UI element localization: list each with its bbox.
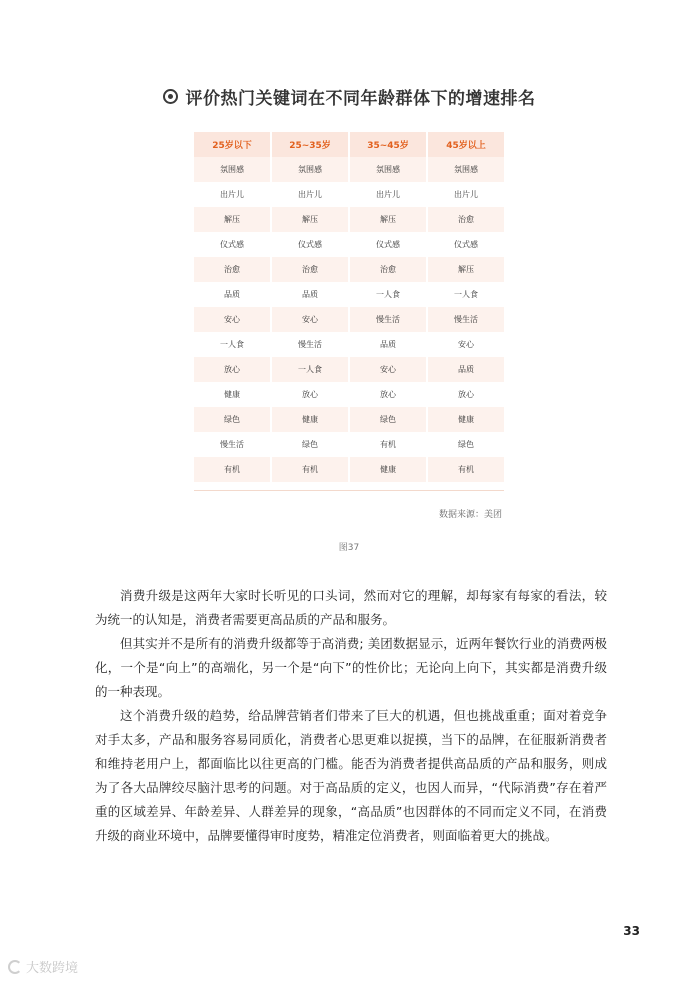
- table-cell: 解压: [350, 207, 426, 232]
- table-cell: 慢生活: [194, 432, 270, 457]
- table-cell: 健康: [428, 407, 504, 432]
- table-cell: 仪式感: [272, 232, 348, 257]
- watermark-text: 大数跨境: [26, 961, 79, 976]
- table-cell: 绿色: [350, 407, 426, 432]
- table-cell: 健康: [272, 407, 348, 432]
- column-header: 45岁以上: [428, 132, 504, 157]
- table-cell: 出片儿: [350, 182, 426, 207]
- table-cell: 氛围感: [272, 157, 348, 182]
- table-cell: 解压: [428, 257, 504, 282]
- table-cell: 放心: [194, 357, 270, 382]
- table-cell: 解压: [272, 207, 348, 232]
- table-cell: 放心: [428, 382, 504, 407]
- table-cell: 放心: [272, 382, 348, 407]
- table-cell: 解压: [194, 207, 270, 232]
- figure-label: 图37: [338, 543, 360, 553]
- keyword-ranking-table: [194, 132, 504, 482]
- table-cell: 治愈: [350, 257, 426, 282]
- watermark: [8, 957, 78, 976]
- table-cell: 有机: [194, 457, 270, 482]
- table-cell: 慢生活: [428, 307, 504, 332]
- table-cell: 品质: [194, 282, 270, 307]
- table-cell: 健康: [350, 457, 426, 482]
- table-cell: 安心: [272, 307, 348, 332]
- table-cell: 绿色: [194, 407, 270, 432]
- table-cell: 品质: [428, 357, 504, 382]
- paragraph: 消费升级是这两年大家时长听见的口头词，然而对它的理解，却每家有每家的看法，较为统一的认知是，消费者需要更高品质的产品和服务。: [95, 588, 607, 627]
- column-header: 25~35岁: [272, 132, 348, 157]
- table-cell: 出片儿: [272, 182, 348, 207]
- table-cell: 氛围感: [428, 157, 504, 182]
- column-header: 25岁以下: [194, 132, 270, 157]
- figure-title-row: [0, 84, 698, 109]
- paragraph: 这个消费升级的趋势，给品牌营销者们带来了巨大的机遇，但也挑战重重；面对着竞争对手太多，产品和服务容易同质化，消费者心思更难以捉摸，当下的品牌，在征服新消费者和维持老用户上，都面临比以往更高的门槛。能否为消费者提供高品质的产品和服务，则成为了各大品牌绞尽脑汁思考的问题。对于高品质的定义，也因人而异，“代际消费”存在着严重的区域差异、年龄差异、人群差异的现象，“高品质”也因群体的不同而定义不同，在消费升级的商业环境中，品牌要懂得审时度势，精准定位消费者，则面临着更大的挑战。: [95, 708, 607, 843]
- table-cell: 品质: [350, 332, 426, 357]
- table-cell: 仪式感: [350, 232, 426, 257]
- table-cell: 一人食: [428, 282, 504, 307]
- table-cell: 绿色: [272, 432, 348, 457]
- table-column: [272, 132, 348, 482]
- page-number: 33: [623, 924, 640, 938]
- table-cell: 慢生活: [350, 307, 426, 332]
- table-cell: 有机: [428, 457, 504, 482]
- figure-title: 评价热门关键词在不同年龄群体下的增速排名: [185, 89, 536, 109]
- table-cell: 出片儿: [428, 182, 504, 207]
- table-cell: 健康: [194, 382, 270, 407]
- table-cell: 安心: [194, 307, 270, 332]
- table-cell: 安心: [350, 357, 426, 382]
- table-cell: 一人食: [194, 332, 270, 357]
- table-cell: 氛围感: [194, 157, 270, 182]
- body-text: [95, 584, 607, 848]
- table-cell: 仪式感: [194, 232, 270, 257]
- paragraph: 但其实并不是所有的消费升级都等于高消费; 美团数据显示，近两年餐饮行业的消费两极化，一个是“向上”的高端化，另一个是“向下”的性价比；无论向上向下，其实都是消费升级的一种表现。: [95, 636, 607, 699]
- table-cell: 一人食: [272, 357, 348, 382]
- column-header: 35~45岁: [350, 132, 426, 157]
- table-cell: 慢生活: [272, 332, 348, 357]
- data-source: 数据来源：美团: [438, 510, 502, 520]
- table-cell: 治愈: [194, 257, 270, 282]
- table-cell: 氛围感: [350, 157, 426, 182]
- table-cell: 放心: [350, 382, 426, 407]
- table-cell: 品质: [272, 282, 348, 307]
- table-bottom-border: [194, 490, 504, 491]
- table-cell: 治愈: [428, 207, 504, 232]
- table-cell: 绿色: [428, 432, 504, 457]
- table-column: [428, 132, 504, 482]
- table-cell: 治愈: [272, 257, 348, 282]
- table-column: [194, 132, 270, 482]
- table-cell: 一人食: [350, 282, 426, 307]
- table-cell: 安心: [428, 332, 504, 357]
- table-cell: 有机: [272, 457, 348, 482]
- table-column: [350, 132, 426, 482]
- table-cell: 仪式感: [428, 232, 504, 257]
- table-cell: 出片儿: [194, 182, 270, 207]
- table-cell: 有机: [350, 432, 426, 457]
- bullet-circle-icon: [163, 89, 178, 104]
- watermark-logo-icon: [8, 960, 22, 974]
